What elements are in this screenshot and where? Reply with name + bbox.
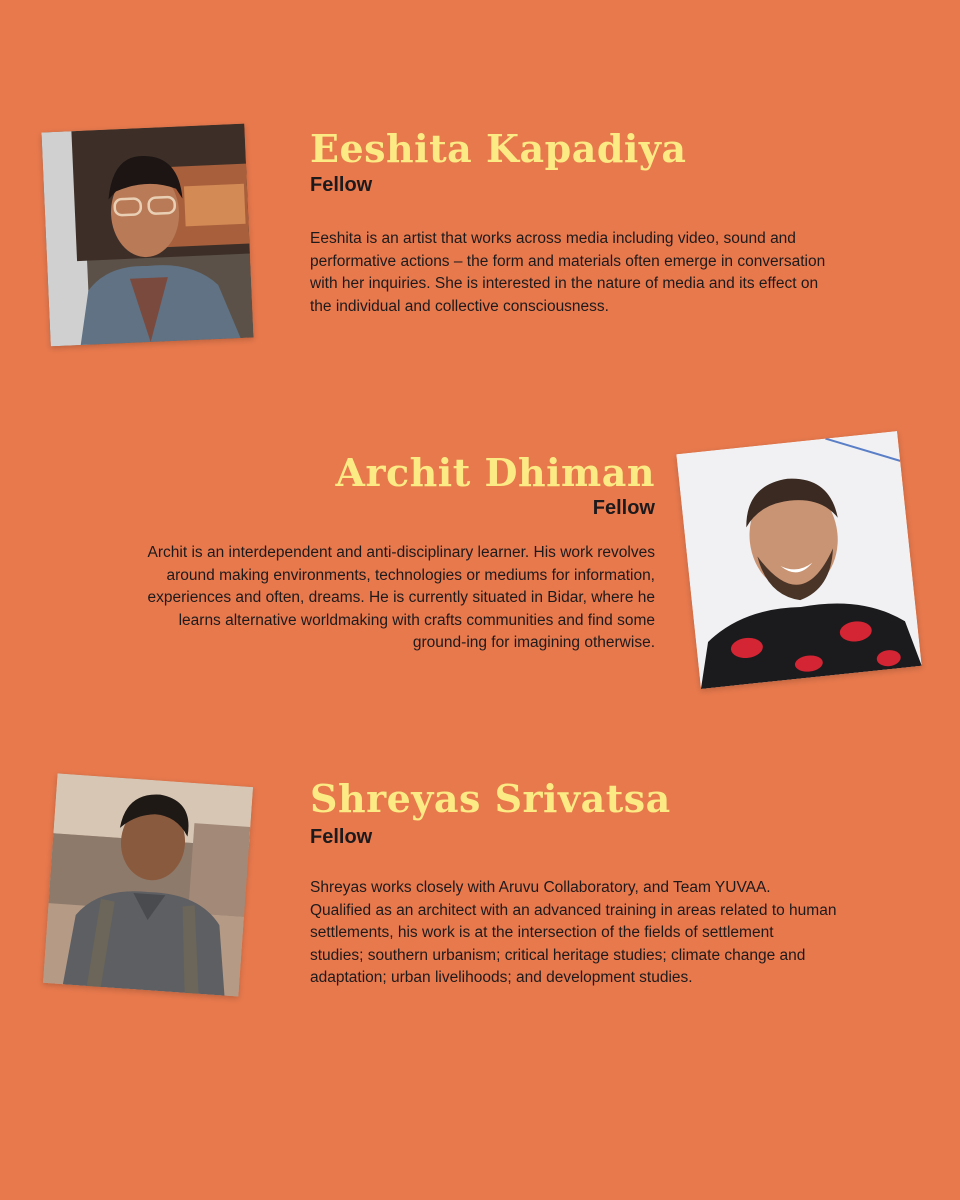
bio-line: Archit is an interdependent and anti-disciplinary learner. His work revolves bbox=[147, 544, 655, 561]
bio-line: Shreyas works closely with Aruvu Collaboratory, and Team YUVAA. bbox=[310, 879, 771, 896]
profile-name: Eeshita Kapadiya bbox=[310, 126, 687, 171]
bio-line: experiences and often, dreams. He is currently situated in Bidar, where he bbox=[147, 589, 655, 606]
profile-bio bbox=[310, 877, 836, 990]
profile-role: Fellow bbox=[310, 826, 373, 848]
bio-line: learns alternative worldmaking with crafts communities and find some bbox=[178, 611, 655, 629]
profile-photo-shreyas bbox=[43, 773, 253, 996]
bio-line: the individual and collective consciousness. bbox=[310, 297, 609, 315]
profile-name: Shreyas Srivatsa bbox=[310, 776, 671, 821]
bio-line: Qualified as an architect with an advanced training in areas related to human bbox=[310, 901, 837, 919]
bio-line: ground-ing for imagining otherwise. bbox=[412, 634, 655, 651]
bio-line: performative actions – the form and materials often emerge in conversation bbox=[310, 252, 826, 270]
bio-line: adaptation; urban livelihoods; and development studies. bbox=[310, 969, 693, 986]
bio-line: Eeshita is an artist that works across media including video, sound and bbox=[310, 230, 796, 247]
profile-role: Fellow bbox=[592, 497, 655, 519]
profile-name: Archit Dhiman bbox=[335, 450, 655, 495]
bio-line: with her inquiries. She is interested in the nature of media and its effect on bbox=[310, 275, 819, 292]
profile-role: Fellow bbox=[310, 174, 373, 196]
bio-line: around making environments, technologies or mediums for information, bbox=[166, 566, 655, 584]
bio-line: studies; southern urbanism; critical heritage studies; climate change and bbox=[310, 946, 806, 964]
bio-line: settlements, his work is at the intersection of the fields of settlement bbox=[310, 924, 774, 941]
